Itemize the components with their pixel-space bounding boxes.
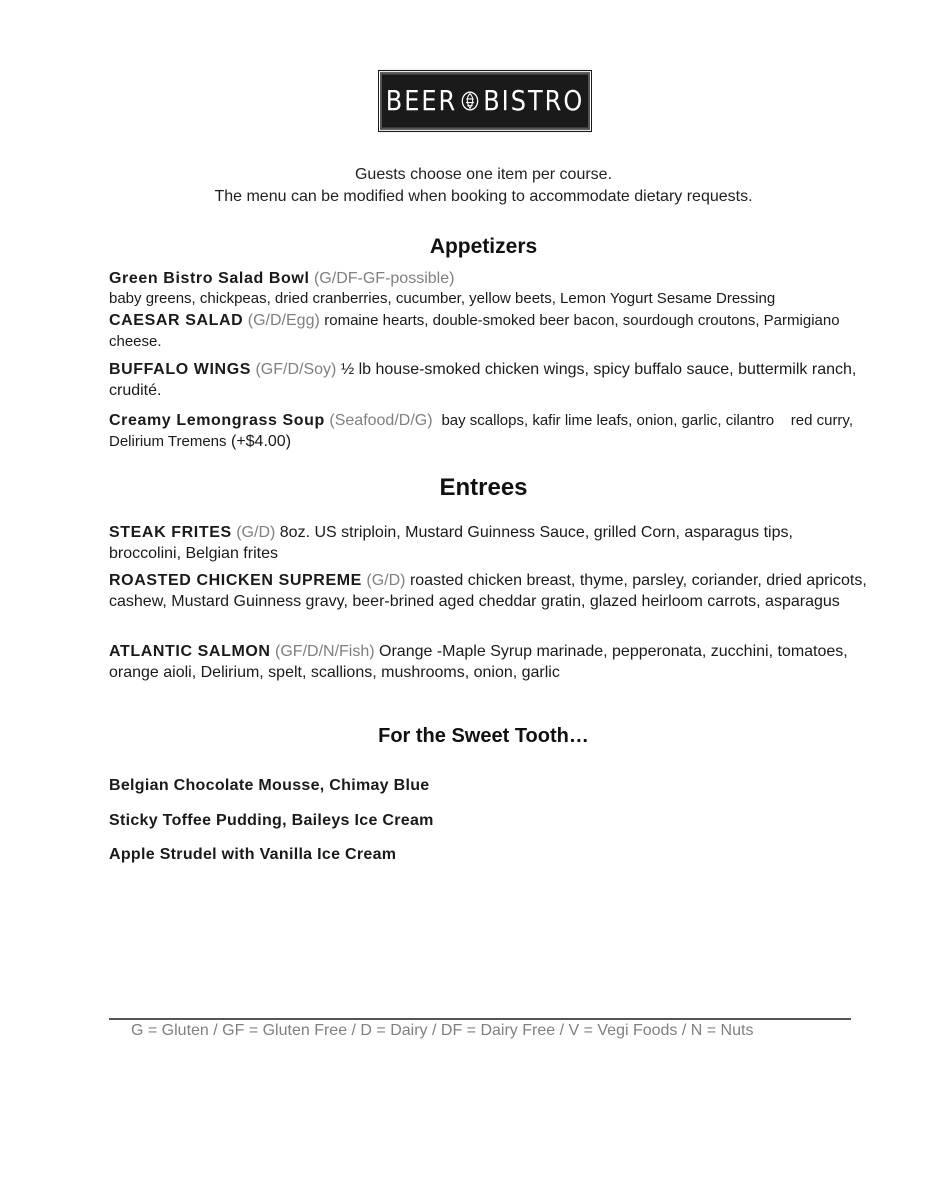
item-description: baby greens, chickpeas, dried cranberries, cucumber, yellow beets, Lemon Yogurt Sesame Dressing xyxy=(109,290,776,307)
menu-item xyxy=(109,570,869,612)
menu-item xyxy=(109,641,869,683)
allergen-legend: G = Gluten / GF = Gluten Free / D = Dairy / DF = Dairy Free / V = Vegi Foods / N = Nuts xyxy=(131,1022,754,1039)
beer-bistro-logo xyxy=(380,72,590,130)
menu-item xyxy=(109,522,869,564)
dessert-item: Belgian Chocolate Mousse, Chimay Blue xyxy=(109,777,430,794)
logo-text-beer: BEER xyxy=(385,84,458,118)
logo-text-bistro: BISTRO xyxy=(483,84,585,118)
item-name: STEAK FRITES xyxy=(109,524,232,541)
dessert-item: Apple Strudel with Vanilla Ice Cream xyxy=(109,846,397,863)
intro-line-1: Guests choose one item per course. xyxy=(354,166,613,183)
hop-icon xyxy=(461,91,479,112)
intro-text xyxy=(0,164,927,208)
item-name: ROASTED CHICKEN SUPREME xyxy=(109,572,362,589)
desserts-heading: For the Sweet Tooth… xyxy=(378,725,589,747)
menu-item xyxy=(109,310,869,352)
entrees-heading: Entrees xyxy=(439,474,528,501)
dessert-item: Sticky Toffee Pudding, Baileys Ice Cream xyxy=(109,812,434,829)
menu-item xyxy=(109,410,869,452)
item-description: bay scallops, kafir lime leafs, onion, garlic, cilantro red curry, Delirium Tremens xyxy=(109,412,858,450)
menu-item xyxy=(109,268,869,309)
item-description: roasted chicken breast, thyme, parsley, coriander, dried apricots, cashew, Mustard Guinness gravy, beer-brined aged cheddar gratin, glazed heirloom carrots, asparagus xyxy=(109,572,867,610)
appetizers-heading: Appetizers xyxy=(429,235,538,258)
menu-item xyxy=(109,359,869,401)
item-tags: (G/D) xyxy=(366,572,406,589)
item-tags: (GF/D/N/Fish) xyxy=(275,643,375,660)
item-price: (+$4.00) xyxy=(230,433,292,450)
item-tags: (G/D/Egg) xyxy=(247,312,320,329)
item-description: 8oz. US striploin, Mustard Guinness Sauce, grilled Corn, asparagus tips, broccolini, Belgian frites xyxy=(109,524,793,562)
item-tags: (G/D) xyxy=(236,524,276,541)
item-description: ½ lb house-smoked chicken wings, spicy buffalo sauce, buttermilk ranch, crudité. xyxy=(109,361,857,399)
footer-divider xyxy=(109,1018,851,1020)
item-name: ATLANTIC SALMON xyxy=(109,643,271,660)
item-tags: (G/DF-GF-possible) xyxy=(313,270,455,287)
item-name: BUFFALO WINGS xyxy=(109,361,252,378)
item-name: CAESAR SALAD xyxy=(109,312,244,329)
item-tags: (Seafood/D/G) xyxy=(329,412,433,429)
item-name: Green Bistro Salad Bowl xyxy=(109,270,310,287)
item-name: Creamy Lemongrass Soup xyxy=(109,412,325,429)
item-description: Orange -Maple Syrup marinade, pepperonata, zucchini, tomatoes, orange aioli, Delirium, spelt, scallions, mushrooms, onion, garlic xyxy=(109,643,848,681)
intro-line-2: The menu can be modified when booking to accommodate dietary requests. xyxy=(214,188,753,205)
item-tags: (GF/D/Soy) xyxy=(255,361,337,378)
item-description: romaine hearts, double-smoked beer bacon, sourdough croutons, Parmigiano cheese. xyxy=(109,312,840,350)
